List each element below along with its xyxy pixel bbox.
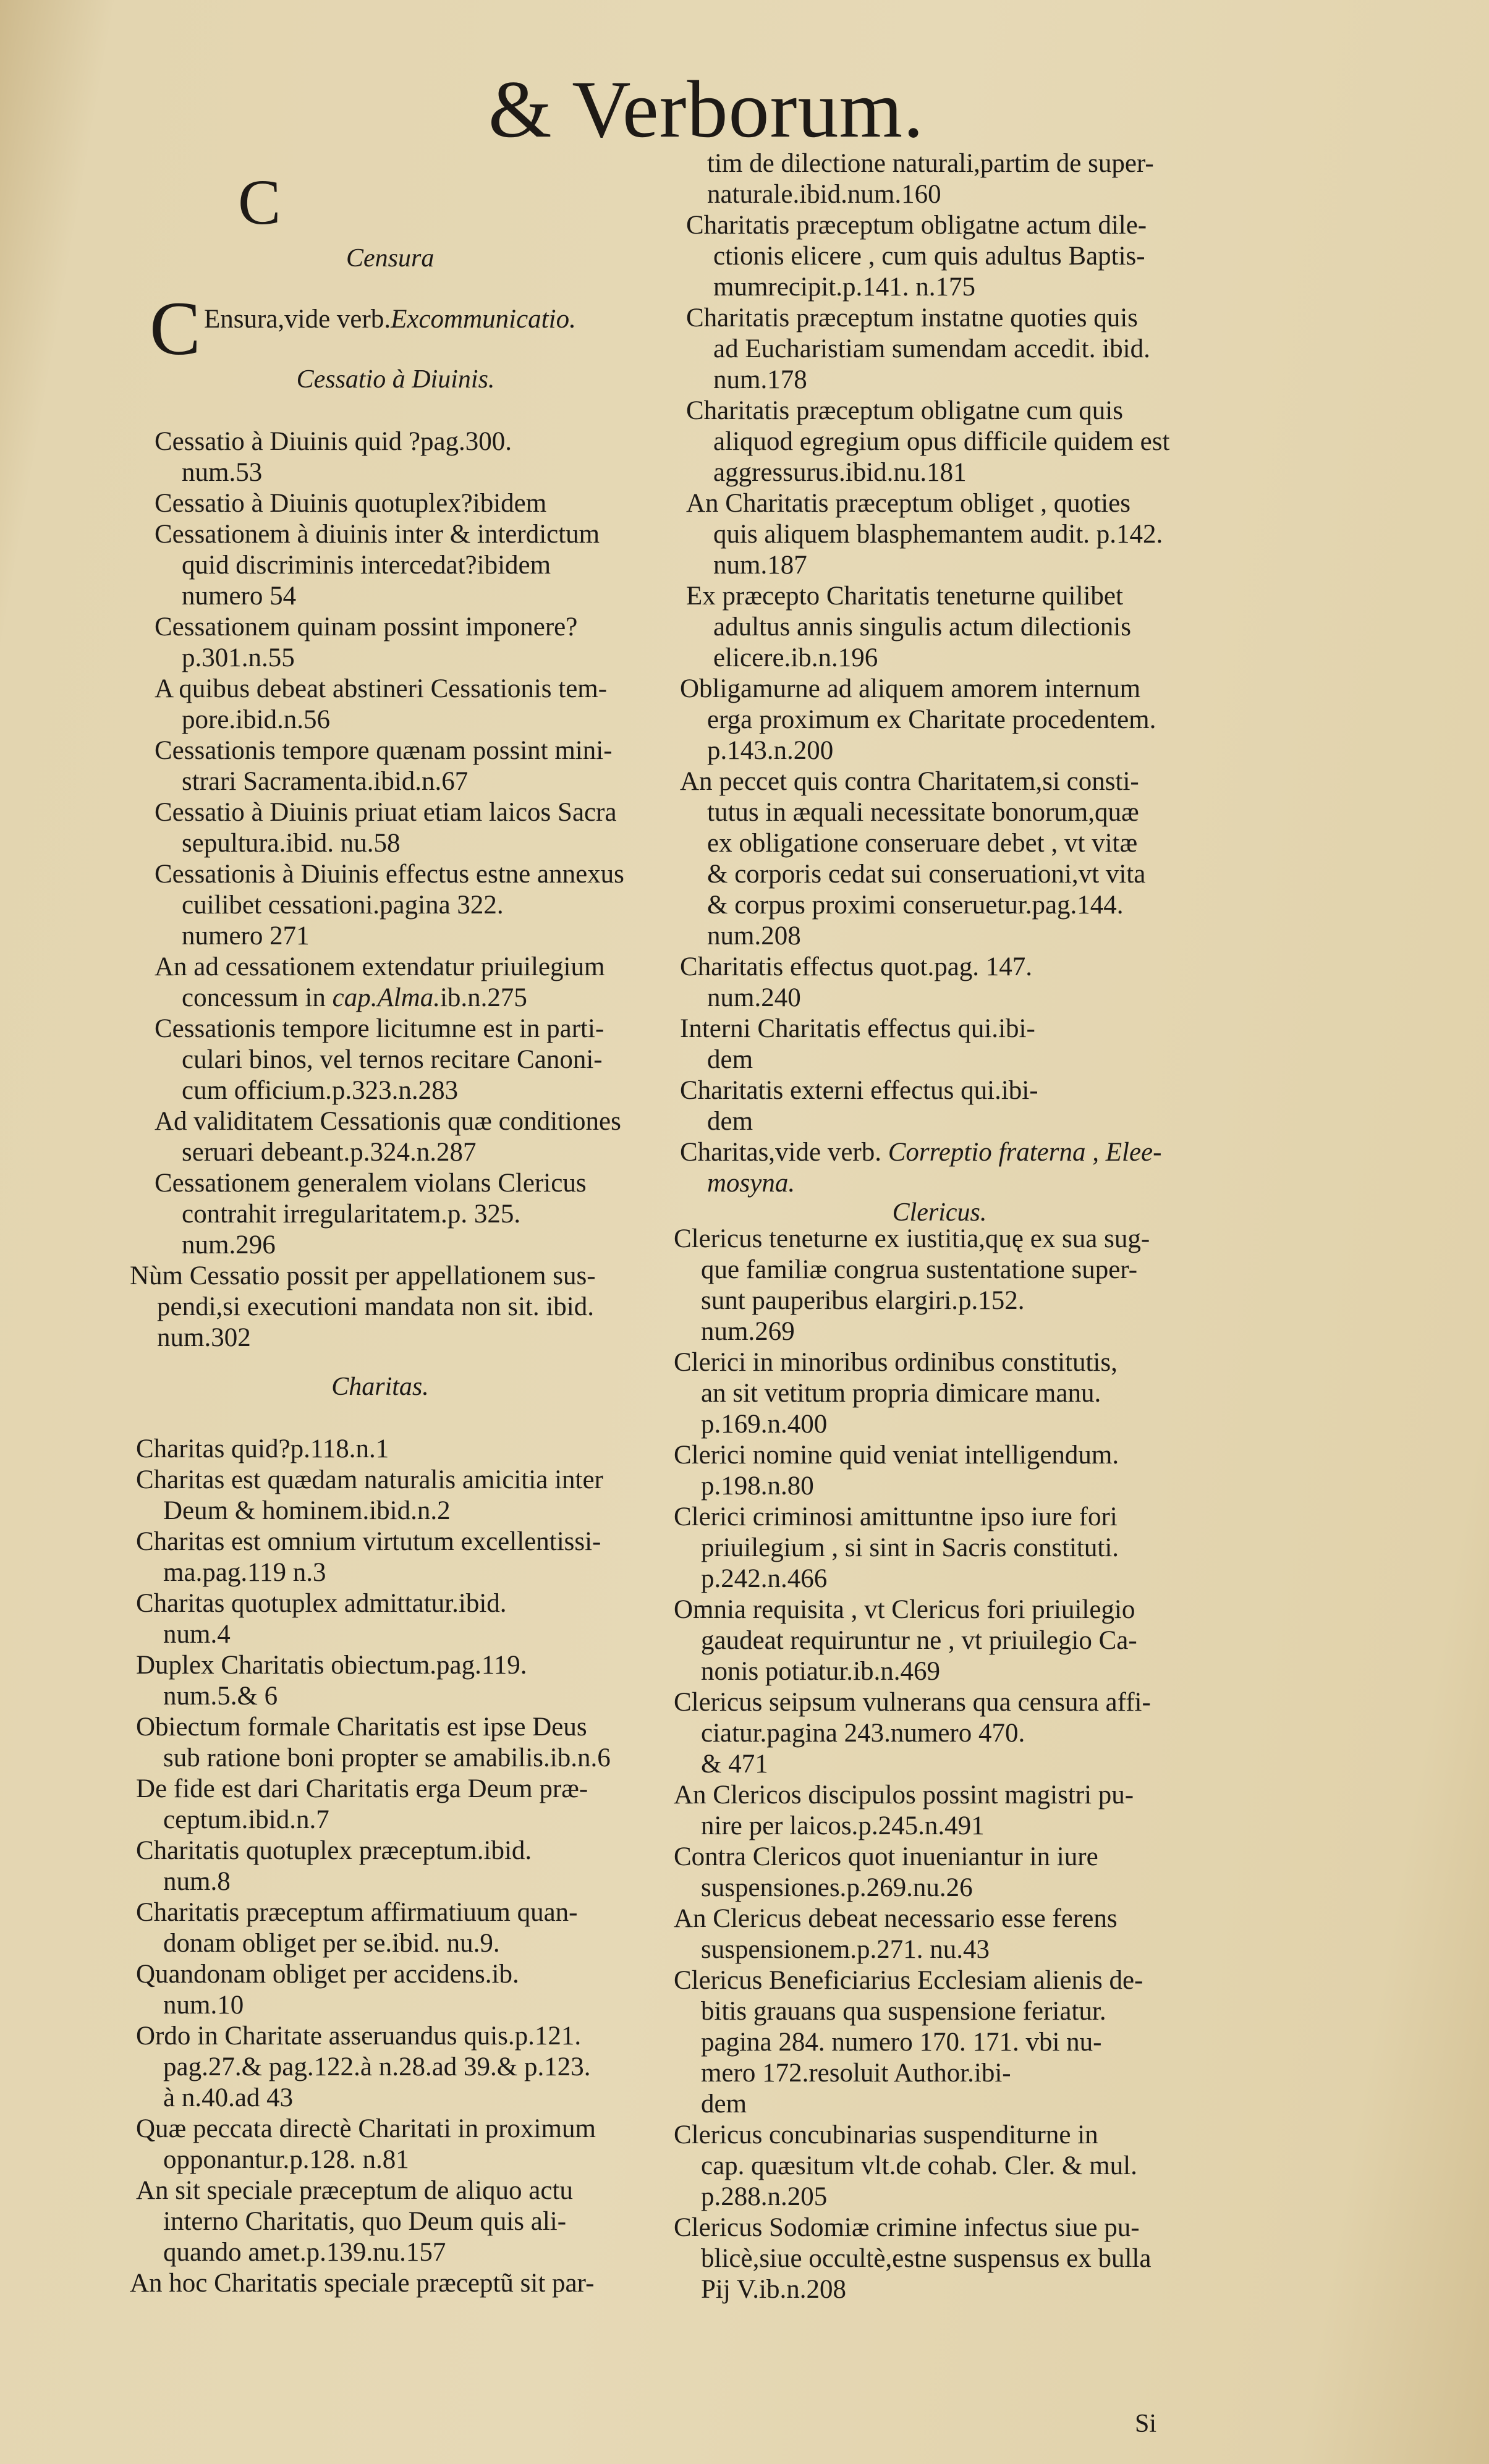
entry-text: Deum & hominem.	[163, 1496, 370, 1525]
entry-text: adultus annis singulis actum dilectionis	[713, 612, 1131, 641]
entry-text: contrahit irregularitatem.	[182, 1200, 448, 1229]
section-letter: C	[238, 167, 281, 238]
entry-text: an sit vetitum propria dimicare manu.	[701, 1379, 1101, 1408]
entry-ref: pag. 147.	[934, 952, 1033, 981]
entry-ref: ibid.n.67	[373, 767, 469, 796]
entry-text: mero 172.resoluit Author.	[701, 2059, 974, 2088]
entry-text: Charitatis præceptum instatne quoties quis	[686, 303, 1138, 332]
entry-ref: dem	[707, 1107, 753, 1136]
entry-cessatio-6	[155, 735, 649, 797]
entry-text: culari binos, vel ternos recitare Canoni-	[182, 1045, 603, 1074]
entry-charitas-9	[136, 1897, 649, 1959]
entry-ref: numero 54	[182, 582, 297, 611]
entry-text: suspensionem.	[701, 1935, 857, 1964]
entry-clericus-10	[674, 1965, 1174, 2120]
entry-ref: p.141. n.175	[842, 273, 975, 302]
entry-clericus-5	[674, 1594, 1174, 1687]
entry-text: Clerici criminosi amittuntne ipso iure fori	[674, 1502, 1118, 1531]
entry-ref: p.139.nu.157	[306, 2238, 446, 2267]
entry-text: Clericus seipsum vulnerans qua censura affi-	[674, 1688, 1151, 1717]
entry-ref: pag.119 n.3	[202, 1558, 326, 1587]
entry-text: Contra Clericos quot inueniantur in iure	[674, 1842, 1098, 1871]
entry-ref: mosyna.	[707, 1169, 795, 1198]
entry-ref: p.288.n.205	[701, 2182, 828, 2211]
entry-text: seruari debeant.	[182, 1138, 350, 1167]
entry-cessatio-13	[130, 1261, 649, 1353]
entry-ref: num.178	[713, 365, 807, 394]
entry-text: Cessatio à Diuinis quotuplex?	[155, 489, 473, 518]
entry-text: nire per laicos.	[701, 1811, 859, 1840]
entry-ref: ib.n.208	[759, 2275, 846, 2304]
entry-text: Charitatis externi effectus qui.	[680, 1076, 1001, 1105]
entry-ref: p.301.n.55	[182, 643, 295, 672]
entry-ref: ib.n.275	[439, 983, 527, 1012]
entry-ref: p.118.n.1	[290, 1434, 389, 1463]
entry-ref: ibidem	[472, 489, 547, 518]
entry-ref: p.324.n.287	[350, 1138, 477, 1167]
entry-ref: ib.n.196	[791, 643, 878, 672]
entry-text: Charitatis præceptum obligatne cum quis	[686, 396, 1123, 425]
entry-text: aggressurus.	[713, 458, 846, 487]
entry-text: pendi,si executioni mandata non sit. ibid.	[157, 1292, 594, 1321]
entry-clericus-7	[674, 1780, 1174, 1842]
entry-ref: ibid.n.7	[248, 1805, 329, 1834]
entry-text: Cessationem quinam possint imponere?	[155, 612, 578, 641]
drop-cap: C	[150, 286, 201, 371]
entry-text: sub ratione boni propter se amabilis.ib.n.6	[163, 1743, 611, 1772]
entry-text: Cessatio à Diuinis priuat etiam laicos Sacra	[155, 798, 617, 827]
entry-right-10	[680, 1014, 1168, 1075]
entry-text: Charitatis præceptum affirmatiuum quan-	[136, 1898, 578, 1927]
entry-text: Duplex Charitatis obiectum.	[136, 1651, 437, 1680]
entry-right-6	[686, 581, 1187, 674]
entry-text: An sit speciale præceptum de aliquo actu	[136, 2176, 573, 2205]
entry-right-5	[686, 488, 1187, 581]
entry-charitas-2	[136, 1465, 649, 1526]
entry-text: que familiæ congrua sustentatione super-	[701, 1255, 1138, 1284]
entry-ref: num.296	[182, 1230, 276, 1260]
entry-ref: ibidem	[477, 551, 551, 580]
entry-cessatio-12	[155, 1168, 649, 1261]
entry-charitas-4	[136, 1588, 649, 1650]
entry-ref: ibi-	[974, 2059, 1011, 2088]
entry-ref: ibid.num.160	[799, 180, 941, 209]
entry-text: Quandonam obliget per accidens.	[136, 1960, 492, 1989]
page-header: & Verborum.	[488, 64, 925, 155]
entry-text: Cessatio à Diuinis quid ?	[155, 427, 420, 456]
entry-cessatio-9	[155, 952, 649, 1014]
entry-ref: p.269.nu.26	[846, 1873, 973, 1902]
entry-ref: pagina 322.	[380, 891, 504, 920]
entry-right-12	[680, 1137, 1187, 1199]
entry-text: ceptum.	[163, 1805, 248, 1834]
entry-ref: p.323.n.283	[331, 1076, 459, 1105]
entry-ref: num.10	[163, 1991, 244, 2020]
entry-ref: dem	[701, 2089, 747, 2119]
entry-charitas-11	[136, 2021, 649, 2114]
entry-text: erga proximum ex Charitate procedentem.	[707, 705, 1156, 734]
entry-text: An Clericos discipulos possint magistri pu-	[674, 1780, 1134, 1810]
entry-ref: ibid.	[483, 1836, 532, 1865]
entry-cessatio-3	[155, 519, 649, 612]
entry-ref: p.198.n.80	[701, 1471, 814, 1501]
entry-text: Obligamurne ad aliquem amorem internum	[680, 674, 1141, 703]
entry-text: An hoc Charitatis speciale præceptũ sit par-	[130, 2269, 595, 2298]
entry-charitas-3	[136, 1526, 649, 1588]
entry-text: Charitas est omnium virtutum excellentissi-	[136, 1527, 601, 1556]
entry-text: Ordo in Charitate asseruandus quis.	[136, 2022, 515, 2051]
entry-text: De fide est dari Charitatis erga Deum præ-	[136, 1774, 588, 1803]
entry-ref: ibid. nu.9.	[392, 1929, 500, 1958]
entry-text: cap. quæsitum vlt.de cohab. Cler. & mul.	[701, 2151, 1137, 2180]
entry-ref: Correptio fraterna , Elee-	[888, 1138, 1162, 1167]
entry-ref: p.169.n.400	[701, 1410, 828, 1439]
entry-text: pagina 284. numero 170. 171. vbi nu-	[701, 2028, 1102, 2057]
entry-charitas-5	[136, 1650, 649, 1712]
entry-text: tutus in æquali necessitate bonorum,quæ	[707, 798, 1139, 827]
entry-ref: ibi-	[998, 1014, 1035, 1043]
entry-text: suspensiones.	[701, 1873, 847, 1902]
catchword: Si	[1135, 2410, 1157, 2438]
entry-cessatio-5	[155, 674, 649, 735]
entry-text: priuilegium , si sint in Sacris constituti.	[701, 1533, 1119, 1562]
entry-charitas-7	[136, 1774, 649, 1835]
entry-ref: num.240	[707, 983, 801, 1012]
entry-ref: p. 325.	[447, 1200, 521, 1229]
entry-text: Charitatis præceptum obligatne actum dile-	[686, 211, 1147, 240]
entry-text: An Clericus debeat necessario esse ferens	[674, 1904, 1118, 1933]
entry-text: Omnia requisita , vt Clericus fori priuilegio	[674, 1595, 1135, 1624]
entry-text: Quæ peccata directè Charitati in proximum	[136, 2114, 596, 2143]
entry-right-4	[686, 396, 1187, 488]
entry-ref: num.53	[182, 458, 263, 487]
entry-text: nonis potiatur.	[701, 1657, 854, 1686]
entry-charitas-6	[136, 1712, 649, 1774]
entry-text: sepultura.	[182, 829, 286, 858]
entry-text: opponantur.	[163, 2145, 290, 2174]
entry-ref: dem	[707, 1045, 753, 1074]
entry-ref: num.8	[163, 1867, 231, 1896]
entry-text: quando amet.	[163, 2238, 307, 2267]
entry-text: An Charitatis præceptum obliget , quoties	[686, 489, 1131, 518]
entry-text: mumrecipit.	[713, 273, 842, 302]
entry-cessatio-2	[155, 488, 649, 519]
entry-ref: ibi-	[1001, 1076, 1038, 1105]
entry-charitas-12	[136, 2114, 649, 2175]
entry-clericus-6	[674, 1687, 1174, 1780]
entry-clericus-8	[674, 1842, 1174, 1903]
entry-text: & corporis cedat sui conseruationi,vt vita	[707, 860, 1146, 889]
entry-text: Nùm Cessatio possit per appellationem sus-	[130, 1261, 596, 1290]
entry-text: Clericus concubinarias suspenditurne in	[674, 2120, 1098, 2149]
entry-text: gaudeat requiruntur ne , vt priuilegio Ca-	[701, 1626, 1137, 1655]
entry-text: donam obliget per se.	[163, 1929, 392, 1958]
entry-text: naturale.	[707, 180, 800, 209]
heading-censura: Censura	[346, 244, 435, 273]
entry-cessatio-1	[155, 426, 649, 488]
entry-ref: ib.n.469	[853, 1657, 941, 1686]
entry-right-7	[680, 674, 1187, 766]
entry-cessatio-8	[155, 859, 649, 952]
entry-text: Ad validitatem Cessationis quæ conditiones	[155, 1107, 621, 1136]
entry-ref: ibid.n.56	[235, 705, 331, 734]
entry-cessatio-10	[155, 1014, 649, 1106]
entry-ref: p.271. nu.43	[857, 1935, 990, 1964]
entry-text: Clerici nomine quid veniat intelligendum.	[674, 1441, 1119, 1470]
entry-ref: ibid.	[458, 1589, 507, 1618]
entry-text: Charitas quid?	[136, 1434, 291, 1463]
entry-text: strari Sacramenta.	[182, 767, 374, 796]
entry-clericus-9	[674, 1903, 1174, 1965]
entry-text: A quibus debeat abstineri Cessationis tem-	[155, 674, 608, 703]
heading-cessatio: Cessatio à Diuinis.	[296, 365, 495, 394]
entry-charitas-10	[136, 1959, 649, 2021]
entry-clericus-12	[674, 2212, 1174, 2305]
entry-ref: ib.	[491, 1960, 519, 1989]
entry-clericus-2	[674, 1347, 1174, 1440]
heading-clericus: Clericus.	[892, 1198, 987, 1227]
entry-cessatio-7	[155, 797, 649, 859]
entry-text: An peccet quis contra Charitatem,si consti-	[680, 767, 1139, 796]
entry-text: Charitatis effectus quot.	[680, 952, 935, 981]
entry-ref: & 471	[701, 1750, 768, 1779]
entry-text: Charitas,vide verb.	[680, 1138, 888, 1167]
entry-ref: num.269	[701, 1317, 795, 1346]
entry-clericus-3	[674, 1440, 1174, 1502]
entry-text: aliquod egregium opus difficile quidem est	[713, 427, 1170, 456]
entry-text: blicè,siue occultè,estne suspensus ex bulla	[701, 2244, 1152, 2273]
entry-charitas-8	[136, 1835, 649, 1897]
entry-cessatio-11	[155, 1106, 649, 1168]
entry-text: concessum in	[182, 983, 333, 1012]
entry-ref: num.4	[163, 1620, 231, 1649]
entry-clericus-4	[674, 1502, 1174, 1594]
entry-ref: p.242.n.466	[701, 1564, 828, 1593]
entry-text: Obiectum formale Charitatis est ipse Deus	[136, 1713, 587, 1742]
entry-text: Ensura,vide verb.	[204, 305, 391, 334]
entry-ref: Excommunicatio.	[391, 305, 576, 334]
entry-charitas-14	[130, 2268, 649, 2299]
entry-text: tim de dilectione naturali,partim de super-	[707, 149, 1154, 178]
entry-ref: ibid. nu.58	[286, 829, 401, 858]
entry-ref: p.143.n.200	[707, 736, 834, 765]
entry-text: ctionis elicere , cum quis adultus Baptis-	[713, 242, 1145, 271]
entry-right-3	[686, 303, 1187, 396]
entry-text: Cessationem generalem violans Clericus	[155, 1169, 587, 1198]
entry-text: Ex præcepto Charitatis teneturne quilibet	[686, 582, 1123, 611]
entry-text: Charitas est quædam naturalis amicitia inter	[136, 1465, 603, 1494]
entry-text: Cessationis à Diuinis effectus estne annexus	[155, 860, 624, 889]
entry-ref: cap.Alma.	[332, 983, 440, 1012]
entry-ref: num.302	[157, 1323, 251, 1352]
entry-text: bitis grauans qua suspensione feriatur.	[701, 1997, 1106, 2026]
entry-ref: p.245.n.491	[858, 1811, 985, 1840]
heading-charitas: Charitas.	[331, 1373, 429, 1401]
entry-ref: p.152.	[957, 1286, 1025, 1315]
entry-text: ciatur.	[701, 1719, 767, 1748]
entry-text: Clericus teneturne ex iustitia,quę ex sua sug-	[674, 1224, 1150, 1253]
entry-text: An ad cessationem extendatur priuilegium	[155, 952, 605, 981]
entry-ref: pag.27.& pag.122.à n.28.ad 39.& p.123.	[163, 2052, 591, 2081]
entry-ref: num.5.& 6	[163, 1682, 278, 1711]
entry-text: cuilibet cessationi.	[182, 891, 380, 920]
entry-ref: num.187	[713, 551, 807, 580]
entry-text: quid discriminis intercedat?	[182, 551, 477, 580]
entry-text: Clericus Beneficiarius Ecclesiam alienis de-	[674, 1966, 1143, 1995]
entry-ref: ibid.n.2	[369, 1496, 451, 1525]
entry-text: Charitas quotuplex admittatur.	[136, 1589, 459, 1618]
entry-text: ma.	[163, 1558, 203, 1587]
entry-ref: pagina 243.numero 470.	[766, 1719, 1025, 1748]
entry-right-1	[680, 148, 1187, 210]
entry-text: Clericus Sodomiæ crimine infectus siue pu-	[674, 2213, 1140, 2242]
entry-text: pore.	[182, 705, 236, 734]
entry-right-11	[680, 1075, 1168, 1137]
entry-ref: ibid.nu.181	[845, 458, 967, 487]
entry-text: sunt pauperibus elargiri.	[701, 1286, 958, 1315]
entry-ref: pag.300.	[420, 427, 512, 456]
entry-text: Cessationis tempore licitumne est in parti-	[155, 1014, 605, 1043]
entry-ref: pag.119.	[436, 1651, 527, 1680]
entry-text: Cessationem à diuinis inter & interdictum	[155, 520, 600, 549]
entry-clericus-1	[674, 1224, 1174, 1347]
entry-ref: num.208	[707, 921, 801, 950]
entry-clericus-11	[674, 2120, 1174, 2212]
entry-charitas-13	[136, 2175, 649, 2268]
entry-right-9	[680, 952, 1168, 1014]
entry-ref: pag.144.	[1032, 891, 1124, 920]
entry-text: cum officium.	[182, 1076, 332, 1105]
entry-right-8	[680, 766, 1187, 952]
entry-ref: à n.40.ad 43	[163, 2083, 294, 2112]
entry-text: & corpus proximi conseruetur.	[707, 891, 1032, 920]
entry-charitas-1	[136, 1434, 649, 1465]
entry-ref: numero 271	[182, 921, 310, 950]
entry-right-2	[686, 210, 1187, 303]
entry-cessatio-4	[155, 612, 649, 674]
entry-text: elicere.	[713, 643, 791, 672]
entry-text: Charitatis quotuplex præceptum.	[136, 1836, 484, 1865]
entry-text: Clerici in minoribus ordinibus constitutis,	[674, 1348, 1118, 1377]
entry-ref: p.128. n.81	[289, 2145, 409, 2174]
entry-text: Cessationis tempore quænam possint mini-	[155, 736, 613, 765]
entry-text: Pij V.	[701, 2275, 760, 2304]
entry-text: ad Eucharistiam sumendam accedit. ibid.	[713, 334, 1150, 363]
entry-text: quis aliquem blasphemantem audit. p.142.	[713, 520, 1163, 549]
entry-text: ex obligatione conseruare debet , vt vitæ	[707, 829, 1138, 858]
entry-text: interno Charitatis, quo Deum quis ali-	[163, 2207, 567, 2236]
entry-text: Interni Charitatis effectus qui.	[680, 1014, 999, 1043]
entry-censura	[204, 304, 576, 335]
entry-ref: p.121.	[514, 2022, 582, 2051]
